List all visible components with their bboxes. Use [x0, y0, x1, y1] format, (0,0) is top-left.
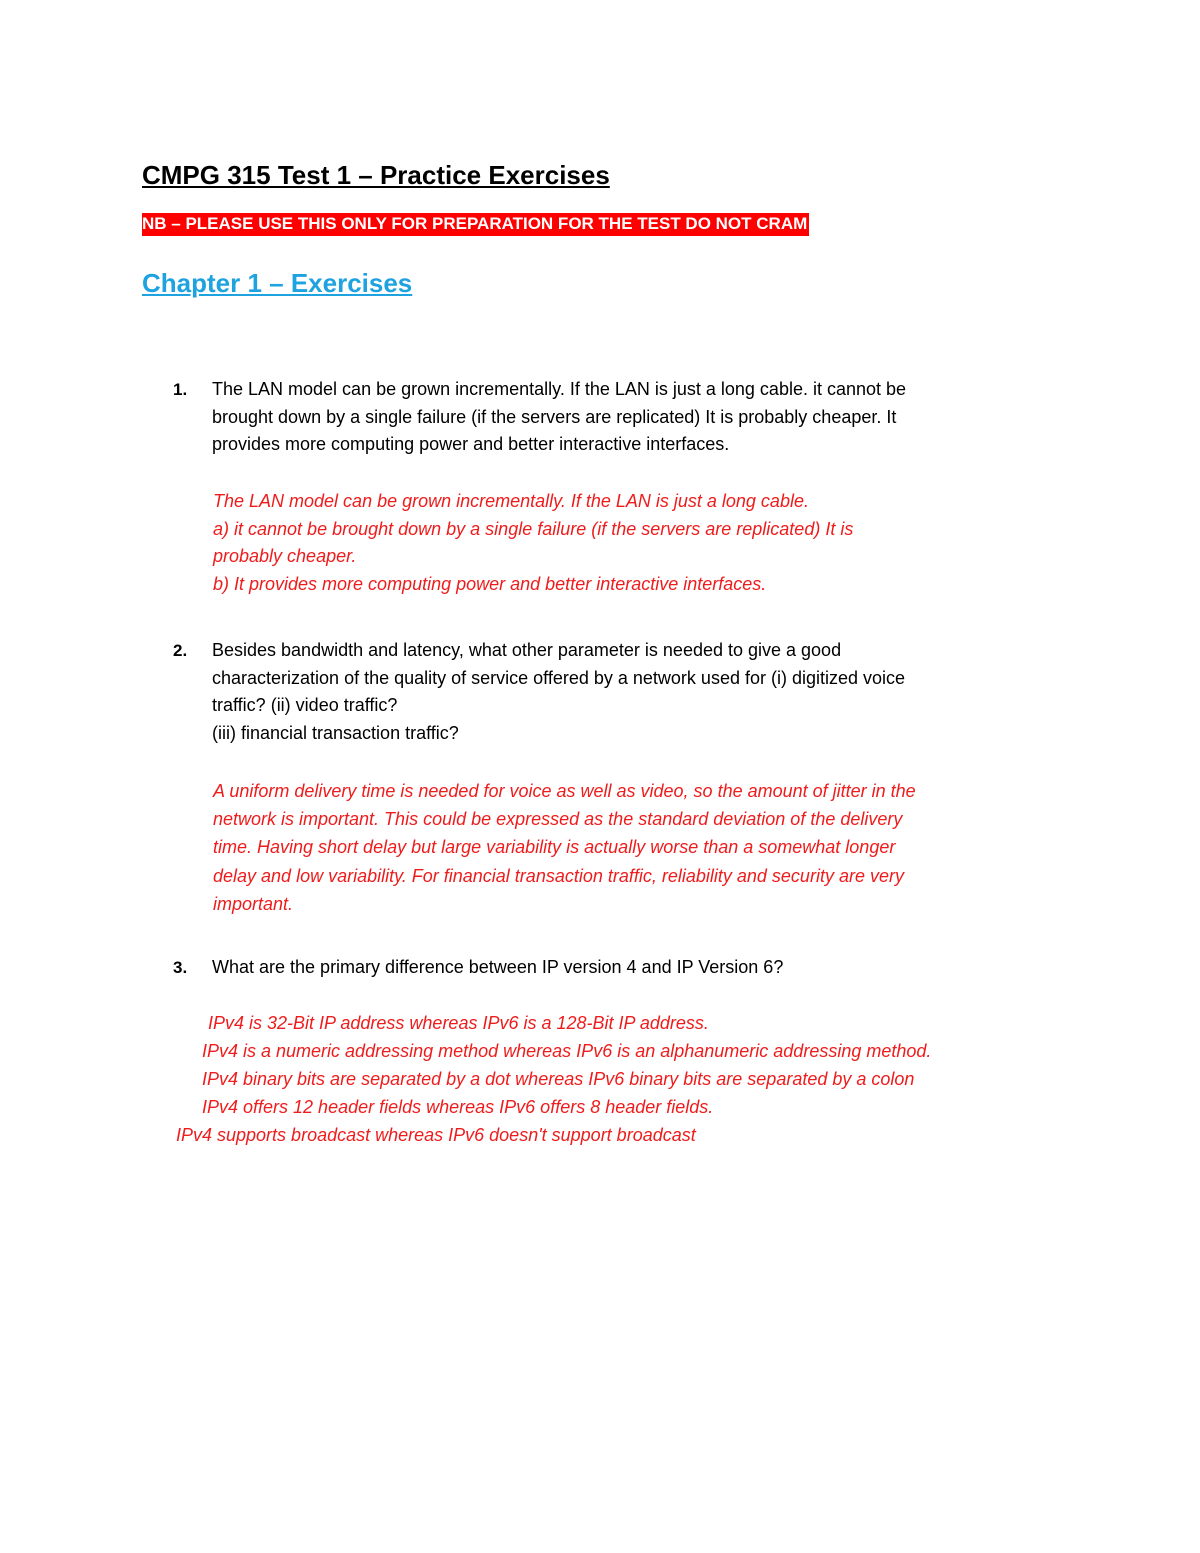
- question-text: [212, 637, 1062, 747]
- question-line: traffic? (ii) video traffic?: [212, 695, 398, 715]
- document-title: CMPG 315 Test 1 – Practice Exercises: [142, 160, 610, 190]
- answer-line: network is important. This could be expressed as the standard deviation of the delivery: [213, 809, 903, 830]
- warning-banner: NB – PLEASE USE THIS ONLY FOR PREPARATION FOR THE TEST DO NOT CRAM: [142, 213, 809, 236]
- question-number: 2.: [173, 641, 188, 660]
- answer-line: time. Having short delay but large variability is actually worse than a somewhat longer: [213, 837, 896, 858]
- question-line: characterization of the quality of service offered by a network used for (i) digitized voice: [212, 667, 906, 688]
- answer-line: IPv4 binary bits are separated by a dot whereas IPv6 binary bits are separated by a colon: [202, 1069, 915, 1089]
- question-line: (iii) financial transaction traffic?: [212, 722, 459, 743]
- answer-text: [213, 488, 853, 598]
- answer-line: IPv4 is a numeric addressing method whereas IPv6 is an alphanumeric addressing method.: [202, 1041, 932, 1061]
- question-number: 1.: [173, 380, 188, 399]
- answer-text: [213, 777, 916, 918]
- question-line: provides more computing power and better interactive interfaces.: [212, 434, 730, 454]
- question-number: 3.: [173, 958, 188, 977]
- answer-line: IPv4 supports broadcast whereas IPv6 doesn't support broadcast: [176, 1125, 696, 1145]
- answer-line: IPv4 is 32-Bit IP address whereas IPv6 is a 128-Bit IP address.: [208, 1013, 709, 1033]
- answer-line: The LAN model can be grown incrementally. If the LAN is just a long cable.: [213, 491, 809, 511]
- answer-line: important.: [213, 893, 294, 914]
- answer-line: delay and low variability. For financial transaction traffic, reliability and security are very: [213, 865, 904, 886]
- question-line: The LAN model can be grown incrementally. If the LAN is just a long cable. it cannot be: [212, 379, 907, 399]
- answer-line: a) it cannot be brought down by a single failure (if the servers are replicated) It is: [213, 518, 854, 539]
- answer-line: probably cheaper.: [213, 546, 357, 566]
- question-text: [212, 376, 1062, 459]
- answer-line: IPv4 offers 12 header fields whereas IPv6 offers 8 header fields.: [202, 1097, 714, 1117]
- answer-line: b) It provides more computing power and better interactive interfaces.: [213, 573, 767, 594]
- chapter-heading: Chapter 1 – Exercises: [142, 268, 413, 298]
- answer-line: A uniform delivery time is needed for voice as well as video, so the amount of jitter in the: [213, 781, 916, 801]
- question-line: brought down by a single failure (if the servers are replicated) It is probably cheaper. It: [212, 406, 897, 427]
- question-line: Besides bandwidth and latency, what other parameter is needed to give a good: [212, 640, 842, 660]
- question-line: What are the primary difference between IP version 4 and IP Version 6?: [212, 957, 784, 977]
- question-text: [212, 954, 1062, 982]
